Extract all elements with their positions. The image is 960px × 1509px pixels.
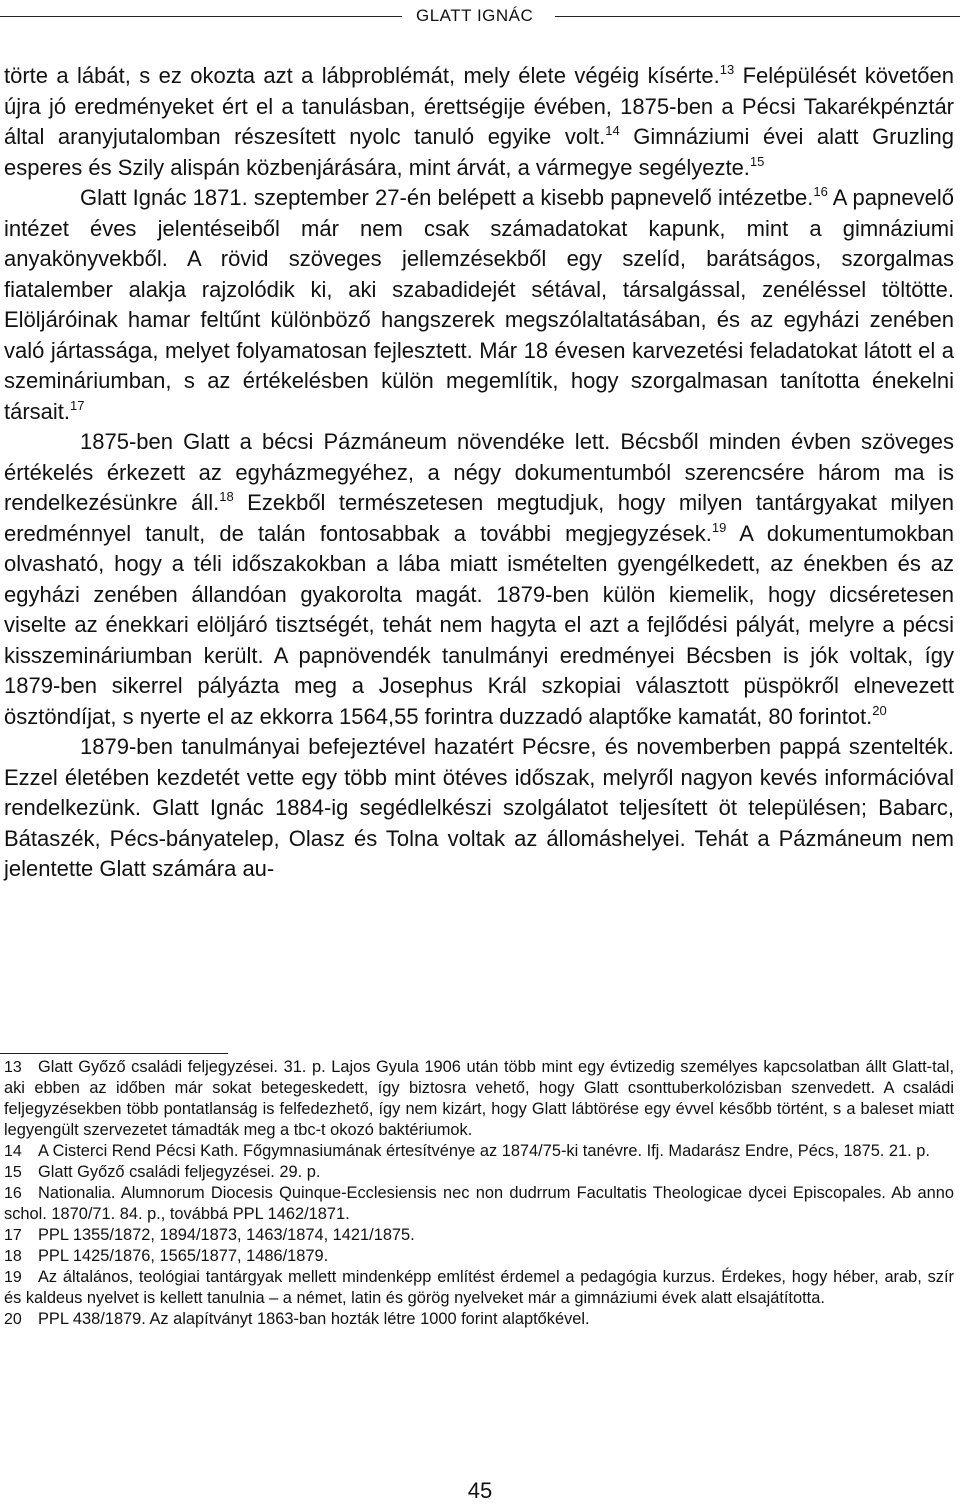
footnote-text: Nationalia. Alumnorum Diocesis Quinque-Ecclesiensis nec non dudrrum Facultatis Theologicae dycei Episcopales. Ab anno schol. 1870/71. 84. p., továbbá PPL 1462/1871. (4, 1184, 954, 1223)
paragraph-text: Felépülését követően újra jó eredményeket ért el a tanulásban, érettségije évében, 1875-ben a Pécsi Takarékpénztár által aranyjutalomban részesített nyolc tanuló egyike volt. (4, 63, 954, 149)
footnote-15 (4, 1162, 954, 1183)
footnote-ref[interactable]: 13 (719, 62, 735, 77)
running-header (0, 4, 960, 28)
footnote-ref[interactable]: 17 (70, 397, 85, 413)
footnote-text: PPL 1355/1872, 1894/1873, 1463/1874, 1421/1875. (38, 1226, 415, 1244)
footnote-number: 15 (4, 1164, 22, 1181)
page-number: 45 (467, 1478, 493, 1503)
footnote-text: Az általános, teológiai tantárgyak mellett mindenképp említést érdemel a pedagógia kurzus. Érdekes, hogy héber, arab, szír és kaldeus nyelvet is kellett tanulnia – a német, latin és görög nyelveket már a gimnáziumi évek alatt elsajátította. (4, 1268, 954, 1307)
paragraph-4 (4, 732, 954, 885)
footnote-text: PPL 1425/1876, 1565/1877, 1486/1879. (38, 1247, 329, 1265)
footnote-text: Glatt Győző családi feljegyzései. 31. p. Lajos Gyula 1906 után több mint egy évtizedig személyes kapcsolatban állt Glatt-tal, aki ebben az időben már sokat betegeskedett, így biztosra vehető, hogy Glatt csonttuberkolózisban szenvedett. A családi feljegyzésekben több pontatlanság is felfedezhető, így nem kizárt, hogy Glatt lábtörése egy évvel később történt, s a baleset miatt legyengült szervezetet támadták meg a tbc-t okozó baktériumok. (4, 1058, 954, 1139)
footnote-13 (4, 1057, 954, 1141)
paragraph-2 (4, 183, 954, 427)
footnote-number: 17 (4, 1227, 22, 1244)
body-text (4, 61, 954, 885)
footnote-number: 13 (4, 1059, 22, 1076)
footnote-text: Glatt Győző családi feljegyzései. 29. p. (38, 1163, 321, 1181)
paragraph-text: 1879-ben tanulmányai befejeztével hazatért Pécsre, és novemberben pappá szentelték. Ezzel életében kezdetét vette egy több mint ötéves időszak, melyről nagyon kevés információval rendelkezünk. Glatt Ignác 1884-ig segédlelkészi szolgálatot teljesített öt településen; Babarc, Bátaszék, Pécs-bányatelep, Olasz és Tolna voltak az állomáshelyei. Tehát a Pázmáneum nem jelentette Glatt számára au- (4, 734, 954, 881)
header-rule-left (0, 16, 402, 17)
footnote-20 (4, 1309, 954, 1330)
footnote-ref[interactable]: 14 (605, 123, 620, 138)
header-rule-right (555, 16, 960, 17)
footnote-ref[interactable]: 15 (749, 153, 765, 169)
paragraph-1 (4, 61, 954, 183)
footnote-ref[interactable]: 20 (872, 702, 887, 718)
footnote-separator (0, 1053, 228, 1054)
paragraph-text: Glatt Ignác 1871. szeptember 27-én belépett a kisebb papnevelő intézetbe. (80, 185, 814, 210)
paragraph-text: Gimnáziumi évei alatt Gruzling esperes és Szily alispán közbenjárására, mint árvát, a vármegye segélyezte. (4, 124, 954, 180)
footnote-text: PPL 438/1879. Az alapítványt 1863-ban hozták létre 1000 forint alaptőkével. (38, 1310, 590, 1328)
paragraph-text: A dokumentumokban olvasható, hogy a téli időszakokban a lába miatt ismételten gyengélkedett, az énekben és az egyházi zenében állandóan gyakorolta magát. 1879-ben külön kiemelik, hogy dicséretesen viselte az énekkari elöljáró tisztségét, tehát nem hagyta el azt a fejlődési pályát, melyre a pécsi kisszemináriumban került. A papnövendék tanulmányi eredményei Bécsben is jók voltak, így 1879-ben sikerrel pályázta meg a Josephus Král szkopiai választott püspökről elnevezett ösztöndíjat, s nyerte el az ekkorra 1564,55 forintra duzzadó alaptőke kamatát, 80 forintot. (4, 520, 954, 729)
footnote-19 (4, 1267, 954, 1309)
footnote-16 (4, 1183, 954, 1225)
paragraph-text: Ezekből természetesen megtudjuk, hogy milyen tantárgyakat milyen eredménnyel tanult, de talán fontosabbak a további megjegyzések. (4, 490, 954, 546)
footnote-number: 16 (4, 1185, 22, 1202)
footnote-ref[interactable]: 19 (711, 519, 727, 535)
footnote-14 (4, 1141, 954, 1162)
footnote-ref[interactable]: 16 (813, 184, 828, 199)
running-head-title: GLATT IGNÁC (416, 6, 534, 25)
footnote-number: 19 (4, 1269, 22, 1286)
paragraph-text: 1875-ben Glatt a bécsi Pázmáneum növendéke lett. Bécsből minden évben szöveges értékelés érkezett az egyházmegyéhez, a négy dokumentumból szerencsére három ma is rendelkezésünkre áll. (4, 429, 954, 515)
footnote-number: 18 (4, 1248, 22, 1265)
footnote-18 (4, 1246, 954, 1267)
footnote-text: A Cisterci Rend Pécsi Kath. Főgymnasiumának értesítvénye az 1874/75-ki tanévre. Ifj. Madarász Endre, Pécs, 1875. 21. p. (38, 1142, 930, 1160)
footnote-17 (4, 1225, 954, 1246)
footnotes (4, 1057, 954, 1330)
footnote-number: 20 (4, 1311, 22, 1328)
footnote-ref[interactable]: 18 (219, 489, 234, 504)
paragraph-3 (4, 427, 954, 732)
footnote-number: 14 (4, 1143, 22, 1160)
paragraph-text: törte a lábát, s ez okozta azt a lábproblémát, mely élete végéig kísérte. (4, 63, 720, 88)
paragraph-text: A papnevelő intézet éves jelentéseiből már nem csak számadatokat kapunk, mint a gimnáziumi anyakönyvekből. A rövid szöveges jellemzésekből egy szelíd, barátságos, szorgalmas fiatalember alakja rajzolódik ki, aki szabadidejét sétával, társalgással, zenéléssel töltötte. Elöljáróinak hamar feltűnt különböző hangszerek megszólaltatásában, és az egyházi zenében való jártassága, melyet folyamatosan fejlesztett. Már 18 évesen karvezetési feladatokat látott el a szemináriumban, s az értékelésben külön megemlítik, hogy szorgalmasan tanította énekelni társait. (4, 185, 954, 424)
